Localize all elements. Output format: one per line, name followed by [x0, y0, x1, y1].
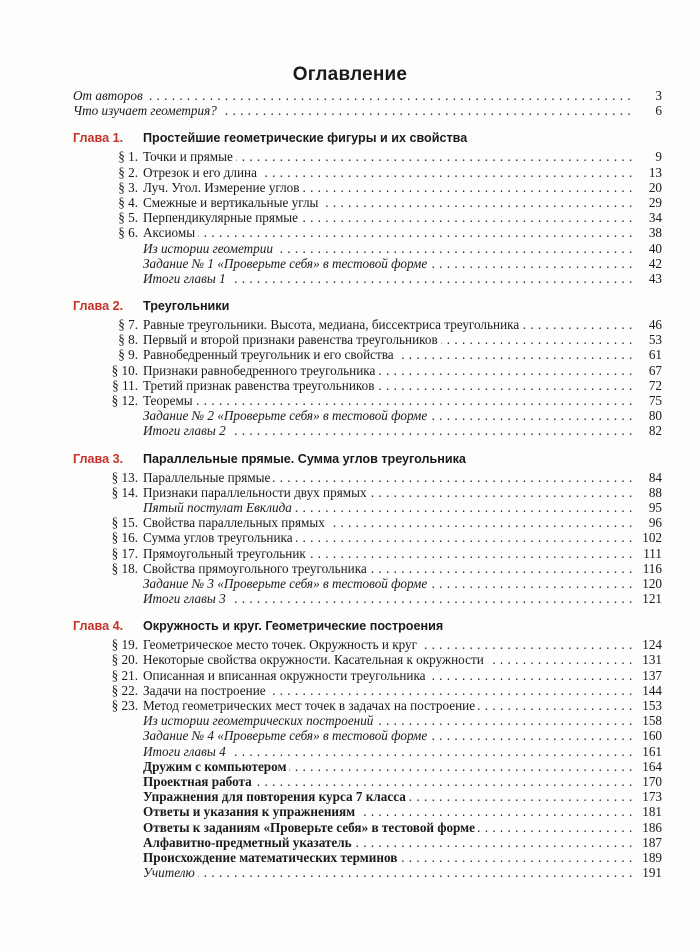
page-number: 38 — [648, 225, 662, 241]
page-number: 88 — [648, 484, 662, 500]
entry-title: Описанная и вписанная окружности треугольника — [143, 668, 429, 683]
page-number: 164 — [642, 758, 662, 774]
page-number: 116 — [642, 560, 662, 576]
page-number: 82 — [648, 423, 662, 439]
chapter-heading[interactable] — [0, 295, 700, 317]
toc-entry[interactable] — [0, 744, 700, 759]
toc-entry[interactable] — [0, 546, 700, 561]
section-number: § 10. — [111, 362, 138, 378]
toc-entry[interactable] — [0, 195, 700, 210]
toc-entry[interactable] — [0, 408, 700, 423]
entry-title: Сумма углов треугольника — [143, 530, 296, 545]
entry-title: Точки и прямые — [143, 149, 236, 164]
page-number: 124 — [642, 637, 662, 653]
toc-entry[interactable] — [0, 332, 700, 347]
section-number: § 15. — [111, 515, 138, 531]
toc-entry[interactable] — [0, 256, 700, 271]
toc-entry[interactable] — [0, 470, 700, 485]
entry-title: Из истории геометрии — [143, 241, 276, 256]
page-number: 20 — [648, 179, 662, 195]
page-number: 43 — [648, 270, 662, 286]
entry-title: Что изучает геометрия? — [73, 103, 220, 118]
entry-title: Теоремы — [143, 393, 196, 408]
toc-entry[interactable] — [0, 393, 700, 408]
section-number: § 19. — [111, 637, 138, 653]
section-number: § 20. — [111, 652, 138, 668]
page-number: 158 — [642, 713, 662, 729]
entry-title: Проектная работа — [143, 774, 255, 789]
page-number: 173 — [642, 789, 662, 805]
page-number: 160 — [642, 728, 662, 744]
entry-title: Некоторые свойства окружности. Касательная к окружности — [143, 652, 487, 667]
page-number: 137 — [642, 667, 662, 683]
toc-entry[interactable] — [0, 713, 700, 728]
entry-title: Из истории геометрических построений — [143, 713, 376, 728]
toc-entry[interactable] — [0, 241, 700, 256]
section-number: § 4. — [118, 194, 138, 210]
entry-title: Упражнения для повторения курса 7 класса — [143, 789, 409, 804]
section-number: § 7. — [118, 317, 138, 333]
toc-entry[interactable] — [0, 103, 700, 118]
toc-entry[interactable] — [0, 637, 700, 652]
entry-title: Прямоугольный треугольник — [143, 546, 309, 561]
toc-entry[interactable] — [0, 774, 700, 789]
section-number: § 3. — [118, 179, 138, 195]
section-number: § 8. — [118, 332, 138, 348]
section-number: § 23. — [111, 698, 138, 713]
page-number: 72 — [648, 377, 662, 393]
section-number: § 13. — [111, 469, 138, 485]
section-number: § 2. — [118, 164, 138, 180]
page-number: 29 — [648, 194, 662, 210]
entry-title: Задание № 2 «Проверьте себя» в тестовой форме — [143, 408, 430, 423]
toc-entry[interactable] — [0, 500, 700, 515]
toc-entry[interactable] — [0, 698, 700, 713]
page-title: Оглавление — [292, 64, 408, 85]
page-number: 84 — [648, 469, 662, 485]
chapter-label: Глава 3. — [73, 451, 124, 466]
entry-title: Перпендикулярные прямые — [143, 210, 301, 225]
toc-entry[interactable] — [0, 347, 700, 362]
entry-title: Свойства прямоугольного треугольника — [143, 561, 370, 576]
toc-entry[interactable] — [0, 180, 700, 195]
toc-entry[interactable] — [0, 683, 700, 698]
toc-entry[interactable] — [0, 652, 700, 667]
toc-entry[interactable] — [0, 88, 700, 103]
chapter-label: Глава 4. — [73, 619, 124, 634]
page-number: 121 — [642, 591, 662, 607]
toc-entry[interactable] — [0, 728, 700, 743]
entry-title: Отрезок и его длина — [143, 165, 260, 180]
entry-title: Равные треугольники. Высота, медиана, биссектриса треугольника — [143, 317, 522, 332]
entry-title: Метод геометрических мест точек в задачах на построение — [143, 698, 478, 713]
toc-entry[interactable] — [0, 515, 700, 530]
page-number: 13 — [648, 164, 662, 180]
chapter-name: Треугольники — [143, 299, 230, 314]
entry-title: Параллельные прямые — [143, 470, 273, 485]
page-number: 144 — [642, 682, 662, 698]
page-number: 53 — [648, 332, 662, 348]
section-number: § 21. — [111, 667, 138, 683]
toc-entry[interactable] — [0, 363, 700, 378]
entry-title: Задание № 3 «Проверьте себя» в тестовой форме — [143, 576, 430, 591]
section-number: § 5. — [118, 210, 138, 226]
chapter-name: Параллельные прямые. Сумма углов треугольника — [143, 451, 466, 466]
page-number: 187 — [642, 834, 662, 850]
page-number: 131 — [642, 652, 662, 668]
page-number: 40 — [648, 240, 662, 256]
toc-entry[interactable] — [0, 210, 700, 225]
page-number: 96 — [648, 515, 662, 531]
entry-title: Равнобедренный треугольник и его свойства — [143, 347, 397, 362]
page-number: 3 — [655, 88, 662, 103]
section-number: § 11. — [112, 377, 138, 393]
entry-title: Третий признак равенства треугольников — [143, 378, 377, 393]
entry-title: Ответы и указания к упражнениям — [143, 804, 358, 819]
page-number: 46 — [648, 317, 662, 333]
chapter-heading[interactable] — [0, 615, 700, 637]
entry-title: Итоги главы 3 — [143, 591, 229, 606]
entry-title: Признаки равнобедренного треугольника — [143, 363, 378, 378]
entry-title: Итоги главы 4 — [143, 744, 229, 759]
page-number: 189 — [642, 849, 662, 865]
toc-entry[interactable] — [0, 835, 700, 850]
page-number: 34 — [648, 210, 662, 226]
page-number: 61 — [648, 347, 662, 363]
entry-title: Задание № 1 «Проверьте себя» в тестовой форме — [143, 256, 430, 271]
entry-title: Задачи на построение — [143, 683, 269, 698]
chapter-heading[interactable] — [0, 448, 700, 470]
toc-entry[interactable] — [0, 423, 700, 438]
chapter-label: Глава 2. — [73, 299, 124, 314]
entry-title: Итоги главы 2 — [143, 423, 229, 438]
toc-entry[interactable] — [0, 576, 700, 591]
entry-title: Происхождение математических терминов — [143, 850, 400, 865]
section-number: § 18. — [111, 560, 138, 576]
entry-title: Алфавитно-предметный указатель — [143, 835, 355, 850]
page-number: 161 — [642, 743, 662, 759]
page-number: 111 — [643, 545, 662, 561]
entry-title: Учителю — [143, 865, 198, 880]
page-number: 67 — [648, 362, 662, 378]
page-number: 95 — [648, 499, 662, 515]
section-number: § 1. — [118, 149, 138, 165]
entry-title: Геометрическое место точек. Окружность и круг — [143, 637, 420, 652]
entry-title: Дружим с компьютером — [143, 759, 289, 774]
page-number: 191 — [642, 865, 662, 881]
toc-entry[interactable] — [0, 759, 700, 774]
toc-entry[interactable] — [0, 789, 700, 804]
page-number: 102 — [642, 530, 662, 546]
chapter-label: Глава 1. — [73, 131, 124, 146]
section-number: § 22. — [111, 682, 138, 698]
toc-entry[interactable] — [0, 865, 700, 880]
entry-title: Аксиомы — [143, 225, 198, 240]
table-of-contents — [0, 88, 700, 880]
toc-entry[interactable] — [0, 804, 700, 819]
toc-entry[interactable] — [0, 820, 700, 835]
toc-entry[interactable] — [0, 225, 700, 240]
toc-entry[interactable] — [0, 271, 700, 286]
page-number: 153 — [642, 698, 662, 713]
page-number: 120 — [642, 575, 662, 591]
entry-title: Признаки параллельности двух прямых — [143, 485, 370, 500]
entry-title: Луч. Угол. Измерение углов — [143, 180, 302, 195]
section-number: § 12. — [111, 393, 138, 408]
page-number: 80 — [648, 408, 662, 424]
entry-title: Итоги главы 1 — [143, 271, 229, 286]
section-number: § 6. — [118, 225, 138, 241]
entry-title: Пятый постулат Евклида — [143, 500, 295, 515]
toc-entry[interactable] — [0, 149, 700, 164]
section-number: § 16. — [111, 530, 138, 546]
page-number: 42 — [648, 255, 662, 271]
page-number: 186 — [642, 819, 662, 835]
toc-entry[interactable] — [0, 317, 700, 332]
chapter-name: Окружность и круг. Геометрические построения — [143, 619, 444, 634]
entry-title: Свойства параллельных прямых — [143, 515, 328, 530]
page-number: 170 — [642, 773, 662, 789]
page-number: 75 — [648, 393, 662, 408]
entry-title: Первый и второй признаки равенства треугольников — [143, 332, 441, 347]
toc-entry[interactable] — [0, 378, 700, 393]
toc-entry[interactable] — [0, 668, 700, 683]
section-number: § 9. — [118, 347, 138, 363]
chapter-heading[interactable] — [0, 127, 700, 149]
section-number: § 17. — [111, 545, 138, 561]
entry-title: Смежные и вертикальные углы — [143, 195, 321, 210]
toc-entry[interactable] — [0, 591, 700, 606]
page-number: 9 — [655, 149, 662, 165]
entry-title: Задание № 4 «Проверьте себя» в тестовой форме — [143, 728, 430, 743]
toc-entry[interactable] — [0, 165, 700, 180]
section-number: § 14. — [111, 484, 138, 500]
chapter-name: Простейшие геометрические фигуры и их свойства — [143, 131, 468, 146]
toc-entry[interactable] — [0, 850, 700, 865]
toc-entry[interactable] — [0, 561, 700, 576]
page-number: 6 — [655, 103, 662, 119]
entry-title: Ответы к заданиям «Проверьте себя» в тестовой форме — [143, 820, 478, 835]
entry-title: От авторов — [73, 88, 146, 103]
toc-entry[interactable] — [0, 530, 700, 545]
toc-entry[interactable] — [0, 485, 700, 500]
page-number: 181 — [642, 804, 662, 820]
